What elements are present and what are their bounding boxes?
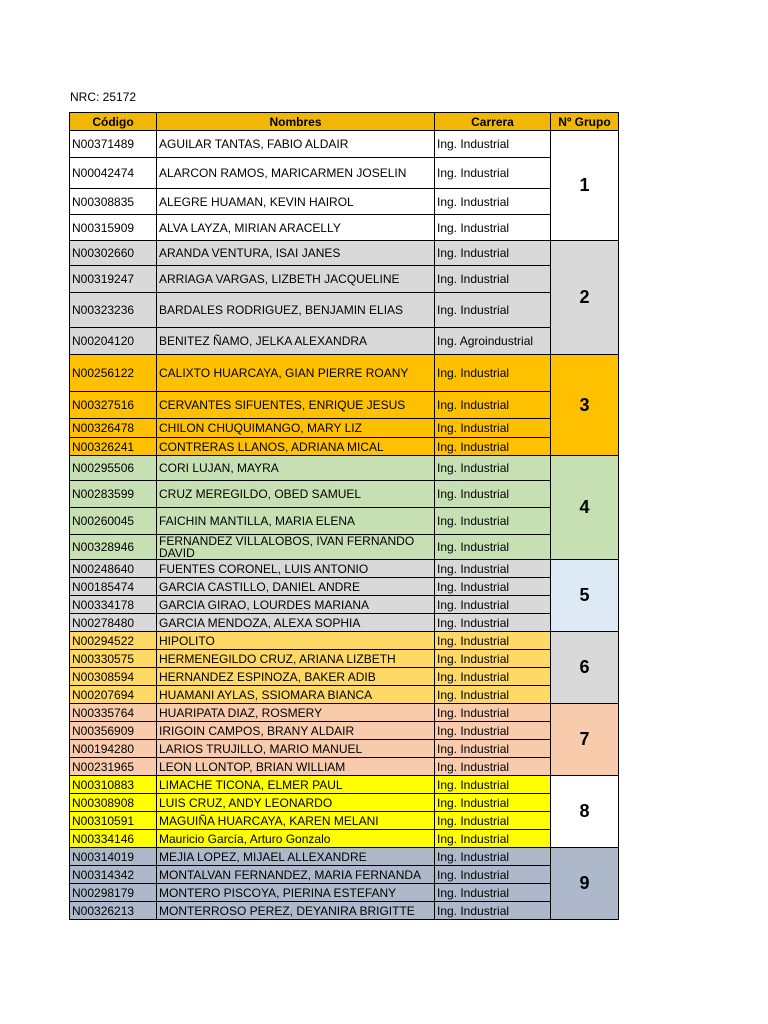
student-career: Ing. Industrial bbox=[435, 293, 551, 328]
student-career: Ing. Industrial bbox=[435, 650, 551, 668]
student-code: N00334146 bbox=[70, 830, 157, 848]
student-code: N00295506 bbox=[70, 456, 157, 481]
student-career: Ing. Industrial bbox=[435, 776, 551, 794]
student-name: FAICHIN MANTILLA, MARIA ELENA bbox=[157, 508, 435, 535]
student-code: N00302660 bbox=[70, 241, 157, 266]
student-code: N00207694 bbox=[70, 686, 157, 704]
student-career: Ing. Industrial bbox=[435, 794, 551, 812]
table-row bbox=[70, 650, 619, 668]
student-career: Ing. Industrial bbox=[435, 158, 551, 189]
student-name: ALVA LAYZA, MIRIAN ARACELLY bbox=[157, 215, 435, 241]
student-code: N00326241 bbox=[70, 438, 157, 456]
student-name: CRUZ MEREGILDO, OBED SAMUEL bbox=[157, 481, 435, 508]
table-row bbox=[70, 131, 619, 158]
student-name: Mauricio García, Arturo Gonzalo bbox=[157, 830, 435, 848]
student-career: Ing. Industrial bbox=[435, 508, 551, 535]
table-row bbox=[70, 456, 619, 481]
student-name: MONTERO PISCOYA, PIERINA ESTEFANY bbox=[157, 884, 435, 902]
table-row bbox=[70, 740, 619, 758]
student-name: MONTERROSO PEREZ, DEYANIRA BRIGITTE bbox=[157, 902, 435, 920]
group-number: 9 bbox=[551, 848, 619, 920]
student-career: Ing. Industrial bbox=[435, 704, 551, 722]
group-number: 5 bbox=[551, 560, 619, 632]
student-career: Ing. Industrial bbox=[435, 241, 551, 266]
student-code: N00326213 bbox=[70, 902, 157, 920]
student-code: N00314342 bbox=[70, 866, 157, 884]
student-name: HIPOLITO bbox=[157, 632, 435, 650]
student-name: CORI LUJAN, MAYRA bbox=[157, 456, 435, 481]
student-name: FERNANDEZ VILLALOBOS, IVAN FERNANDO DAVID bbox=[157, 535, 435, 560]
student-code: N00326478 bbox=[70, 419, 157, 438]
student-code: N00334178 bbox=[70, 596, 157, 614]
student-career: Ing. Industrial bbox=[435, 812, 551, 830]
student-code: N00204120 bbox=[70, 328, 157, 355]
header-nombres: Nombres bbox=[157, 113, 435, 131]
student-career: Ing. Industrial bbox=[435, 632, 551, 650]
student-career: Ing. Industrial bbox=[435, 560, 551, 578]
table-row bbox=[70, 686, 619, 704]
student-name: CERVANTES SIFUENTES, ENRIQUE JESUS bbox=[157, 392, 435, 419]
student-code: N00315909 bbox=[70, 215, 157, 241]
table-row bbox=[70, 293, 619, 328]
table-row bbox=[70, 758, 619, 776]
student-name: LIMACHE TICONA, ELMER PAUL bbox=[157, 776, 435, 794]
student-career: Ing. Industrial bbox=[435, 686, 551, 704]
student-code: N00323236 bbox=[70, 293, 157, 328]
student-career: Ing. Industrial bbox=[435, 614, 551, 632]
student-code: N00335764 bbox=[70, 704, 157, 722]
student-career: Ing. Industrial bbox=[435, 758, 551, 776]
student-career: Ing. Industrial bbox=[435, 456, 551, 481]
table-row bbox=[70, 158, 619, 189]
table-row bbox=[70, 392, 619, 419]
student-career: Ing. Industrial bbox=[435, 535, 551, 560]
student-career: Ing. Industrial bbox=[435, 392, 551, 419]
student-name: AGUILAR TANTAS, FABIO ALDAIR bbox=[157, 131, 435, 158]
header-codigo: Código bbox=[70, 113, 157, 131]
student-career: Ing. Industrial bbox=[435, 419, 551, 438]
student-career: Ing. Industrial bbox=[435, 266, 551, 293]
student-code: N00278480 bbox=[70, 614, 157, 632]
table-row bbox=[70, 668, 619, 686]
student-name: MEJIA LOPEZ, MIJAEL ALLEXANDRE bbox=[157, 848, 435, 866]
table-row bbox=[70, 794, 619, 812]
student-code: N00308908 bbox=[70, 794, 157, 812]
group-number: 3 bbox=[551, 355, 619, 456]
table-row bbox=[70, 884, 619, 902]
student-code: N00256122 bbox=[70, 355, 157, 392]
student-name: ARANDA VENTURA, ISAI JANES bbox=[157, 241, 435, 266]
student-name: LEON LLONTOP, BRIAN WILLIAM bbox=[157, 758, 435, 776]
group-number: 4 bbox=[551, 456, 619, 560]
table-row bbox=[70, 704, 619, 722]
student-name: HERMENEGILDO CRUZ, ARIANA LIZBETH bbox=[157, 650, 435, 668]
student-group-table bbox=[69, 112, 619, 920]
student-name: BENITEZ ÑAMO, JELKA ALEXANDRA bbox=[157, 328, 435, 355]
student-code: N00308835 bbox=[70, 189, 157, 215]
table-row bbox=[70, 596, 619, 614]
table-row bbox=[70, 508, 619, 535]
student-career: Ing. Industrial bbox=[435, 848, 551, 866]
student-code: N00194280 bbox=[70, 740, 157, 758]
student-code: N00314019 bbox=[70, 848, 157, 866]
student-name: GARCIA GIRAO, LOURDES MARIANA bbox=[157, 596, 435, 614]
student-name: ALARCON RAMOS, MARICARMEN JOSELIN bbox=[157, 158, 435, 189]
student-name: ALEGRE HUAMAN, KEVIN HAIROL bbox=[157, 189, 435, 215]
group-number: 1 bbox=[551, 131, 619, 241]
student-career: Ing. Industrial bbox=[435, 830, 551, 848]
student-code: N00185474 bbox=[70, 578, 157, 596]
student-career: Ing. Agroindustrial bbox=[435, 328, 551, 355]
table-row bbox=[70, 632, 619, 650]
student-career: Ing. Industrial bbox=[435, 668, 551, 686]
table-row bbox=[70, 215, 619, 241]
student-career: Ing. Industrial bbox=[435, 902, 551, 920]
student-code: N00328946 bbox=[70, 535, 157, 560]
student-code: N00356909 bbox=[70, 722, 157, 740]
table-row bbox=[70, 438, 619, 456]
student-career: Ing. Industrial bbox=[435, 189, 551, 215]
student-code: N00330575 bbox=[70, 650, 157, 668]
student-name: IRIGOIN CAMPOS, BRANY ALDAIR bbox=[157, 722, 435, 740]
table-row bbox=[70, 722, 619, 740]
student-code: N00248640 bbox=[70, 560, 157, 578]
student-name: HUARIPATA DIAZ, ROSMERY bbox=[157, 704, 435, 722]
group-number: 7 bbox=[551, 704, 619, 776]
student-name: BARDALES RODRIGUEZ, BENJAMIN ELIAS bbox=[157, 293, 435, 328]
student-name: MONTALVAN FERNANDEZ, MARIA FERNANDA bbox=[157, 866, 435, 884]
group-number: 6 bbox=[551, 632, 619, 704]
student-code: N00042474 bbox=[70, 158, 157, 189]
table-row bbox=[70, 560, 619, 578]
student-code: N00310591 bbox=[70, 812, 157, 830]
student-name: GARCIA MENDOZA, ALEXA SOPHIA bbox=[157, 614, 435, 632]
student-code: N00294522 bbox=[70, 632, 157, 650]
table-row bbox=[70, 902, 619, 920]
student-name: HUAMANI AYLAS, SSIOMARA BIANCA bbox=[157, 686, 435, 704]
nrc-label: NRC: 25172 bbox=[70, 90, 137, 104]
table-row bbox=[70, 266, 619, 293]
table-row bbox=[70, 241, 619, 266]
student-code: N00260045 bbox=[70, 508, 157, 535]
student-career: Ing. Industrial bbox=[435, 740, 551, 758]
student-code: N00308594 bbox=[70, 668, 157, 686]
student-code: N00327516 bbox=[70, 392, 157, 419]
student-career: Ing. Industrial bbox=[435, 481, 551, 508]
header-carrera: Carrera bbox=[435, 113, 551, 131]
student-name: GARCIA CASTILLO, DANIEL ANDRE bbox=[157, 578, 435, 596]
student-career: Ing. Industrial bbox=[435, 596, 551, 614]
table-row bbox=[70, 419, 619, 438]
table-row bbox=[70, 535, 619, 560]
group-number: 8 bbox=[551, 776, 619, 848]
table-row bbox=[70, 578, 619, 596]
table-row bbox=[70, 776, 619, 794]
student-code: N00371489 bbox=[70, 131, 157, 158]
student-name: CHILON CHUQUIMANGO, MARY LIZ bbox=[157, 419, 435, 438]
student-career: Ing. Industrial bbox=[435, 866, 551, 884]
student-career: Ing. Industrial bbox=[435, 131, 551, 158]
table-row bbox=[70, 481, 619, 508]
student-code: N00283599 bbox=[70, 481, 157, 508]
student-name: ARRIAGA VARGAS, LIZBETH JACQUELINE bbox=[157, 266, 435, 293]
student-code: N00310883 bbox=[70, 776, 157, 794]
student-code: N00231965 bbox=[70, 758, 157, 776]
group-number: 2 bbox=[551, 241, 619, 355]
table-row bbox=[70, 812, 619, 830]
student-career: Ing. Industrial bbox=[435, 438, 551, 456]
table-row bbox=[70, 355, 619, 392]
student-name: LUIS CRUZ, ANDY LEONARDO bbox=[157, 794, 435, 812]
student-name: HERNANDEZ ESPINOZA, BAKER ADIB bbox=[157, 668, 435, 686]
student-name: CALIXTO HUARCAYA, GIAN PIERRE ROANY bbox=[157, 355, 435, 392]
table-row bbox=[70, 848, 619, 866]
student-name: MAGUIÑA HUARCAYA, KAREN MELANI bbox=[157, 812, 435, 830]
header-row bbox=[70, 113, 619, 131]
student-career: Ing. Industrial bbox=[435, 215, 551, 241]
header-grupo: Nº Grupo bbox=[551, 113, 619, 131]
student-career: Ing. Industrial bbox=[435, 578, 551, 596]
table-row bbox=[70, 830, 619, 848]
student-code: N00319247 bbox=[70, 266, 157, 293]
student-code: N00298179 bbox=[70, 884, 157, 902]
table-row bbox=[70, 614, 619, 632]
table-row bbox=[70, 866, 619, 884]
student-name: FUENTES CORONEL, LUIS ANTONIO bbox=[157, 560, 435, 578]
student-career: Ing. Industrial bbox=[435, 884, 551, 902]
student-career: Ing. Industrial bbox=[435, 355, 551, 392]
student-name: LARIOS TRUJILLO, MARIO MANUEL bbox=[157, 740, 435, 758]
student-name: CONTRERAS LLANOS, ADRIANA MICAL bbox=[157, 438, 435, 456]
table-row bbox=[70, 328, 619, 355]
table-row bbox=[70, 189, 619, 215]
student-career: Ing. Industrial bbox=[435, 722, 551, 740]
